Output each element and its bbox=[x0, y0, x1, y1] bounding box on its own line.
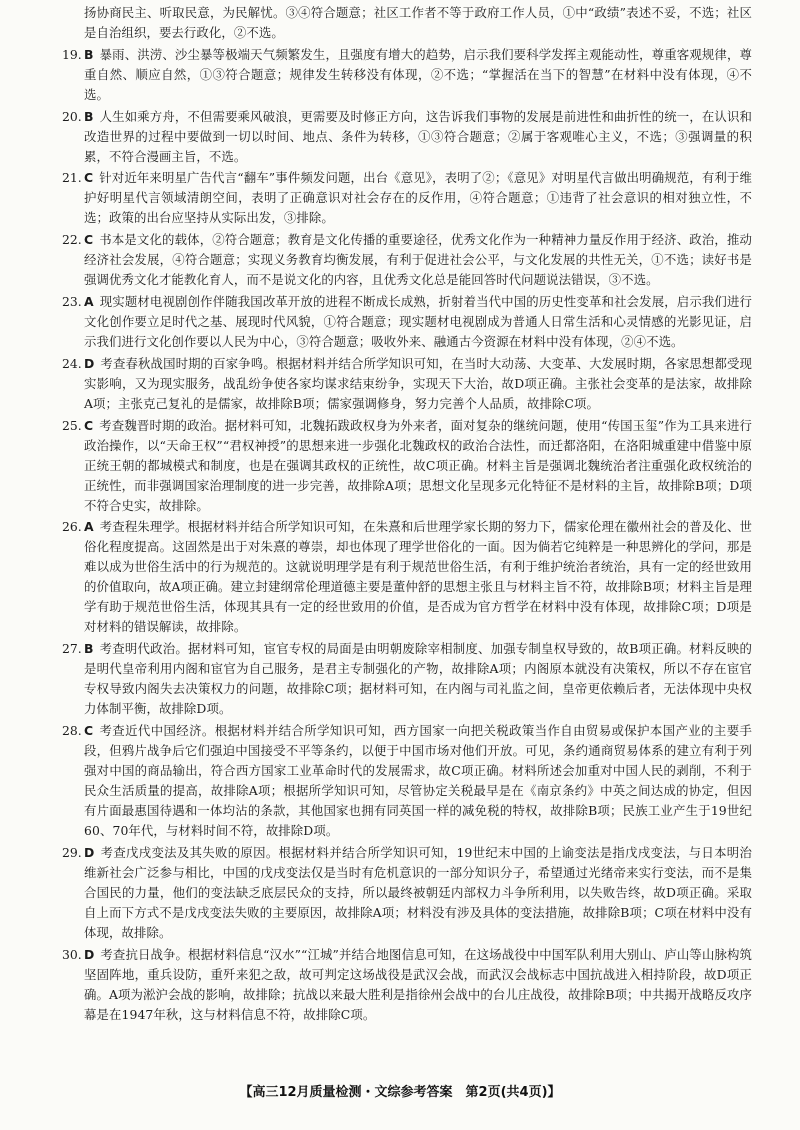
answer-body bbox=[84, 843, 752, 943]
answer-choice: B bbox=[84, 641, 94, 657]
answer-item bbox=[62, 843, 752, 943]
answer-body bbox=[84, 230, 752, 290]
answer-explanation: 考查戊戌变法及其失败的原因。根据材料并结合所学知识可知，19世纪末中国的上谕变法是指戊戌变法，与日本明治维新社会广泛参与相比，中国的戊戌变法仅是当时有危机意识的一部分知识分子，希望通过光绪帝来实行变法，而不是集合国民的力量，他们的变法缺乏底层民众的支持，所以最终被朝廷内部权力斗争所利用，以失败告终，故D项正确。采取自上而下方式不是戊戌变法失败的主要原因，故排除A项；材料没有涉及具体的变法措施，故排除B项；C项在材料中没有体现，故排除。 bbox=[84, 844, 752, 940]
answer-explanation: 书本是文化的载体，②符合题意；教育是文化传播的重要途径，优秀文化作为一种精神力量反作用于经济、政治，推动经济社会发展，④符合题意；实现义务教育均衡发展，有利于促进社会公平，与文化发展的共性无关，①不选；读好书是强调优秀文化才能教化育人，而不是说文化的内容，且优秀文化总是能回答时代问题说法错误，③不选。 bbox=[84, 232, 752, 288]
answer-choice: C bbox=[84, 170, 94, 186]
answer-item bbox=[62, 354, 752, 414]
answer-item bbox=[62, 721, 752, 841]
question-number: 24. bbox=[62, 355, 82, 371]
question-number: 19. bbox=[62, 46, 82, 62]
answer-explanation: 考查近代中国经济。根据材料并结合所学知识可知，西方国家一向把关税政策当作自由贸易或保护本国产业的主要手段，但鸦片战争后它们强迫中国接受不平等条约，以便于中国市场对他们开放。可见，条约通商贸易体系的建立有利于列强对中国的商品输出，符合西方国家工业革命时代的发展需求，故C项正确。材料所述会加重对中国人民的剥削，不利于民众生活质量的提高，故排除A项；根据所学知识可知，尽管协定关税最早是在《南京条约》中英之间达成的协定，但因有片面最惠国待遇和一体均沾的条款，其他国家也拥有同英国一样的减免税的特权，故排除B项；民族工业产生于19世纪60、70年代，与材料时间不符，故排除D项。 bbox=[84, 722, 752, 838]
answer-explanation: 现实题材电视剧创作伴随我国改革开放的进程不断成长成熟，折射着当代中国的历史性变革和社会发展，启示我们进行文化创作要立足时代之基、展现时代风貌，①符合题意；现实题材电视剧成为普通人日常生活和心灵情感的光影见证，启示我们进行文化创作要以人民为中心，③符合题意；吸收外来、融通古今资源在材料中没有体现，②④不选。 bbox=[84, 293, 752, 349]
answer-item bbox=[62, 45, 752, 105]
answer-body bbox=[84, 292, 752, 352]
answer-explanation: 考查明代政治。据材料可知，宦官专权的局面是由明朝废除宰相制度、加强专制皇权导致的，故B项正确。材料反映的是明代皇帝利用内阁和宦官为自己服务，是君主专制强化的产物，故排除A项；内阁原本就没有决策权，所以不存在宦官专权导致内阁失去决策权力的问题，故排除C项；据材料可知，在内阁与司礼监之间，皇帝更依赖后者，无法体现中央权力体制平衡，故排除D项。 bbox=[84, 641, 752, 717]
answer-body bbox=[84, 354, 752, 414]
answer-explanation: 考查抗日战争。根据材料信息“汉水”“江城”并结合地图信息可知，在这场战役中中国军队利用大别山、庐山等山脉构筑坚固阵地，重兵设防，重歼来犯之敌，故可判定这场战役是武汉会战，而武汉会战标志中国抗战进入相持阶段，故D项正确。A项为淞沪会战的影响，故排除；抗战以来最大胜利是指徐州会战中的台儿庄战役，故排除B项；中共揭开战略反攻序幕是在1947年秋，这与材料信息不符，故排除C项。 bbox=[84, 946, 752, 1022]
question-number: 26. bbox=[62, 519, 82, 535]
answer-choice: D bbox=[84, 355, 95, 371]
answer-body bbox=[84, 45, 752, 105]
question-number: 28. bbox=[62, 722, 82, 738]
answer-item bbox=[62, 416, 752, 516]
answer-choice: D bbox=[84, 844, 95, 860]
question-number: 27. bbox=[62, 641, 82, 657]
answer-choice: A bbox=[84, 293, 94, 309]
page-footer: 【高三12月质量检测・文综参考答案 第2页(共4页)】 bbox=[239, 1085, 561, 1100]
answer-item bbox=[62, 168, 752, 228]
answer-body bbox=[84, 639, 752, 719]
answer-explanation: 针对近年来明星广告代言“翻车”事件频发问题，出台《意见》，表明了②；《意见》对明星代言做出明确规范，有利于维护好明星代言领域清朗空间，表明了正确意识对社会存在的反作用，④符合题意；①违背了社会意识的相对独立性，不选；政策的出台应坚持从实际出发，③排除。 bbox=[84, 170, 752, 226]
answer-explanation: 考查魏晋时期的政治。据材料可知，北魏拓跋政权身为外来者，面对复杂的继统问题，使用“传国玉玺”作为工具来进行政治操作，以“天命王权”“君权神授”的思想来进一步强化北魏政权的政治合法性，而迁都洛阳，在洛阳城重建中借鉴中原正统王朝的都城模式和制度，也是在强调其政权的正统性，故C项正确。材料主旨是强调北魏统治者注重强化政权统治的正统性，而非强调国家治理制度的进一步完善，故排除A项；思想文化呈现多元化特征不是材料的主旨，故排除B项；D项不符合史实，故排除。 bbox=[84, 417, 752, 513]
answer-body bbox=[84, 107, 752, 167]
answer-body bbox=[84, 721, 752, 841]
answer-item bbox=[62, 230, 752, 290]
question-number: 23. bbox=[62, 293, 82, 309]
question-number: 30. bbox=[62, 946, 82, 962]
question-number: 20. bbox=[62, 108, 82, 124]
answer-explanation: 人生如乘方舟，不但需要乘风破浪，更需要及时修正方向，这告诉我们事物的发展是前进性和曲折性的统一，在认识和改造世界的过程中要做到一切以时间、地点、条件为转移，①③符合题意；②属于客观唯心主义，不选；③强调量的积累，不符合漫画主旨，不选。 bbox=[84, 108, 752, 164]
question-number: 25. bbox=[62, 417, 82, 433]
question-number: 29. bbox=[62, 844, 82, 860]
answer-choice: A bbox=[84, 519, 94, 535]
answer-choice: C bbox=[84, 417, 94, 433]
answer-item bbox=[62, 107, 752, 167]
answer-body bbox=[84, 945, 752, 1025]
answer-choice: D bbox=[84, 946, 95, 962]
answer-explanation: 考查春秋战国时期的百家争鸣。根据材料并结合所学知识可知，在当时大动荡、大变革、大发展时期，各家思想都受现实影响，又为现实服务，战乱纷争使各家均谋求结束纷争，实现天下大治，故D项正确。主张社会变革的是法家，故排除A项；主张克己复礼的是儒家，故排除B项；儒家强调修身，努力完善个人品质，故排除C项。 bbox=[84, 355, 752, 411]
answer-body bbox=[84, 416, 752, 516]
answer-content bbox=[62, 3, 752, 1025]
answer-item bbox=[62, 292, 752, 352]
answer-item bbox=[62, 517, 752, 637]
answer-explanation: 暴雨、洪涝、沙尘暴等极端天气频繁发生，且强度有增大的趋势，启示我们要科学发挥主观能动性，尊重客观规律，尊重自然、顺应自然，①③符合题意；规律发生转移没有体现，②不选；“掌握活在当下的智慧”在材料中没有体现，④不选。 bbox=[84, 46, 752, 102]
answer-body bbox=[84, 168, 752, 228]
answer-explanation: 考查程朱理学。根据材料并结合所学知识可知，在朱熹和后世理学家长期的努力下，儒家伦理在徽州社会的普及化、世俗化程度提高。这固然是出于对朱熹的尊崇，却也体现了理学世俗化的一面。因为倘若它纯粹是一种思辨化的学问，那是难以成为世俗生活中的行为规范的。这就说明理学是有利于规范世俗生活，有利于维护统治者统治，具有一定的经世致用的价值取向，故A项正确。建立封建纲常伦理道德主要是董仲舒的思想主张且与材料主旨不符，故排除B项；材料主旨是理学有助于规范世俗生活，体现其具有一定的经世致用的价值，是否成为官方哲学在材料中没有体现，故排除C项；D项是对材料的错误解读，故排除。 bbox=[84, 519, 752, 635]
answer-item bbox=[62, 945, 752, 1025]
answer-item bbox=[62, 639, 752, 719]
question-number: 22. bbox=[62, 232, 82, 248]
answer-list bbox=[62, 45, 752, 1025]
answer-body bbox=[84, 517, 752, 637]
answer-choice: B bbox=[84, 108, 94, 124]
continued-paragraph: 扬协商民主、听取民意，为民解忧。③④符合题意；社区工作者不等于政府工作人员，①中“政绩”表述不妥，不选；社区是自治组织，要去行政化，②不选。 bbox=[84, 5, 752, 40]
answer-choice: C bbox=[84, 722, 94, 738]
question-number: 21. bbox=[62, 170, 82, 186]
answer-choice: C bbox=[84, 232, 94, 248]
answer-choice: B bbox=[84, 46, 94, 62]
